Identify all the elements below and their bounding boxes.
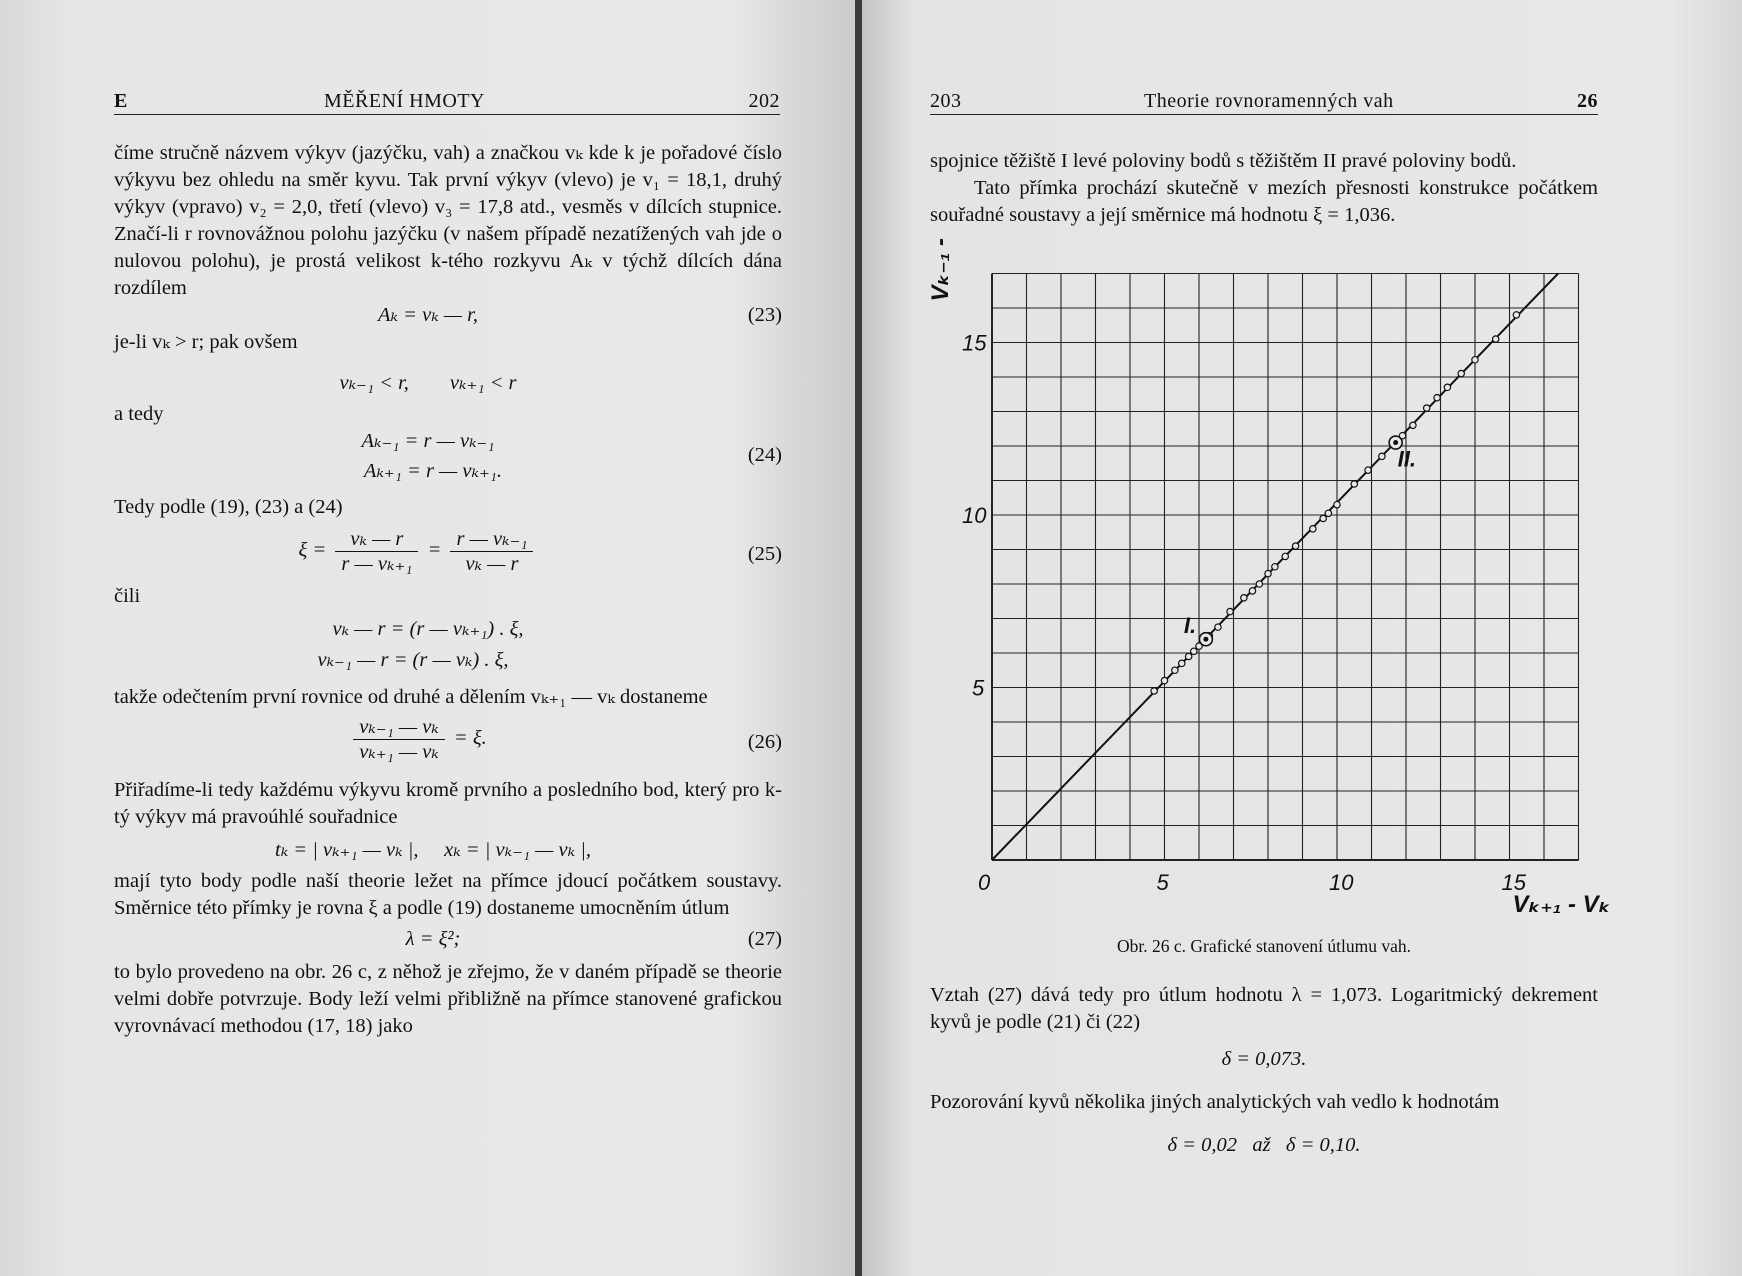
equation-delta: δ = 0,073. <box>1221 1048 1307 1070</box>
centroid-label: I. <box>1183 613 1197 639</box>
data-point <box>1292 543 1298 549</box>
running-head-right <box>930 88 1598 115</box>
data-point <box>1185 653 1191 659</box>
data-point <box>1249 588 1255 594</box>
y-tick-label: 15 <box>962 330 987 356</box>
y-axis-label: Vₖ₋₁ - Vₖ <box>927 232 954 302</box>
equation-c2: vₖ₋₁ — r = (r — vₖ) . ξ, <box>317 649 509 671</box>
centroid-label: II. <box>1397 446 1416 472</box>
paragraph: Pozorování kyvů několika jiných analytických vah vedlo k hodnotám <box>930 1091 1500 1113</box>
data-point <box>1172 667 1178 673</box>
equation-27: λ = ξ²; (27) <box>405 928 782 950</box>
data-point <box>1215 624 1221 630</box>
right-page <box>862 0 1742 1276</box>
data-point <box>1424 405 1430 411</box>
x-tick-label: 0 <box>978 870 991 895</box>
data-point <box>1191 648 1197 654</box>
x-tick-label: 5 <box>1156 870 1169 895</box>
paragraph: číme stručně názvem výkyv (jazýčku, vah) a značkou vₖ kde k je pořadové číslo výkyvu bez ohledu na směr kyvu. Tak první výkyv (vlevo) je v₁ = 18,1, druhý výkyv (vpravo) v₂ = 2,0, třetí (vlevo) v₃ = 17,8 atd., vesměs v dílcích stupnice. Značí-li r rovnovážnou polohu jazýčku (v našem případě nezatížených vah jde o nulovou polohu), je prostá velikost k-tého rozkyvu Aₖ v týchž dílcích dána rozdílem <box>114 142 782 299</box>
page-number: 203 <box>930 90 962 112</box>
x-tick-label: 10 <box>1329 870 1354 895</box>
equation-range: δ = 0,02 až δ = 0,10. <box>1167 1134 1361 1156</box>
data-point <box>1320 515 1326 521</box>
paragraph: mají tyto body podle naší theorie ležet na přímce jdoucí počátkem soustavy. Směrnice této přímky je rovna ξ a podle (19) dostaneme umocněním útlum <box>114 870 782 919</box>
paragraph: takže odečtením první rovnice od druhé a dělením vₖ₊₁ — vₖ dostaneme <box>114 686 708 708</box>
paragraph: spojnice těžiště I levé poloviny bodů s těžištěm II pravé poloviny bodů. <box>930 150 1517 172</box>
data-point <box>1227 608 1233 614</box>
right-body-bottom <box>930 982 1598 1159</box>
running-title: MĚŘENÍ HMOTY <box>324 90 485 112</box>
equation-26: $\frac{\text{vₖ₋₁ — vₖ}}{\text{vₖ₊₁ — vₖ}}$ = ξ. (26) <box>114 715 782 771</box>
data-point <box>1444 384 1450 390</box>
paragraph: Vztah (27) dává tedy pro útlum hodnotu λ = 1,073. Logaritmický dekrement kyvů je podle (21) či (22) <box>930 984 1598 1033</box>
right-body-top <box>930 148 1598 229</box>
x-axis-label: Vₖ₊₁ - Vₖ <box>1512 891 1611 918</box>
data-point <box>1351 481 1357 487</box>
data-point <box>1179 660 1185 666</box>
centroid-center <box>1393 440 1398 445</box>
inequalities: vₖ₋₁ < r, vₖ₊₁ < r <box>339 372 517 394</box>
y-tick-label: 5 <box>972 675 985 701</box>
equation-23: Aₖ = vₖ — r, (23) <box>378 304 782 326</box>
data-point <box>1472 357 1478 363</box>
data-point <box>1310 526 1316 532</box>
paragraph: Tato přímka prochází skutečně v mezích přesnosti konstrukce počátkem souřadné soustavy a její směrnice má hodnotu ξ = 1,036. <box>930 177 1598 226</box>
figure-caption: Obr. 26 c. Grafické stanovení útlumu vah. <box>1116 936 1412 956</box>
paragraph: to bylo provedeno na obr. 26 c, z něhož je zřejmo, že v daném případě se theorie velmi dobře potvrzuje. Body leží velmi přibližně na přímce stanovené grafickou vyrovnávací methodou (17, 18) jako <box>114 961 782 1037</box>
data-point <box>1151 688 1157 694</box>
paragraph: je-li vₖ > r; pak ovšem <box>114 331 298 353</box>
data-point <box>1265 570 1271 576</box>
centroid-center <box>1203 637 1208 642</box>
equation-c1: vₖ — r = (r — vₖ₊₁) . ξ, <box>332 618 524 640</box>
data-point <box>1256 581 1262 587</box>
damping-figure <box>902 232 1702 972</box>
paragraph: čili <box>114 585 141 607</box>
left-page <box>0 0 858 1276</box>
paragraph: Tedy podle (19), (23) a (24) <box>114 496 343 518</box>
left-body <box>114 140 782 1040</box>
data-point <box>1434 395 1440 401</box>
data-point <box>1325 510 1331 516</box>
equation-coords: tₖ = | vₖ₊₁ — vₖ |, xₖ = | vₖ₋₁ — vₖ |, <box>275 839 591 861</box>
data-point <box>1458 370 1464 376</box>
paragraph: Přiřadíme-li tedy každému výkyvu kromě prvního a posledního bod, který pro k-tý výkyv má pravoúhlé souřadnice <box>114 779 782 828</box>
data-point <box>1493 336 1499 342</box>
data-point <box>1365 467 1371 473</box>
data-point <box>1241 595 1247 601</box>
page-number: 202 <box>748 90 780 112</box>
damping-chart <box>902 232 1702 932</box>
data-point <box>1410 422 1416 428</box>
running-head-left <box>114 88 780 115</box>
equation-25: ξ = $\frac{\text{vₖ — r}}{\text{r — vₖ₊₁}}$ = $\frac{\text{r — vₖ₋₁}}{\text{vₖ — r}}$ (25) <box>298 528 782 575</box>
data-point <box>1161 677 1167 683</box>
section-letter: E <box>114 90 128 112</box>
y-tick-label: 10 <box>962 503 987 528</box>
running-title: Theorie rovnoramenných vah <box>1144 90 1394 112</box>
x-tick-label: 15 <box>1501 870 1526 895</box>
equation-24: Aₖ₋₁ = r — vₖ₋₁ Aₖ₊₁ = r — vₖ₊₁. (24) <box>361 430 782 482</box>
data-point <box>1379 453 1385 459</box>
data-point <box>1272 564 1278 570</box>
chapter-number: 26 <box>1577 90 1598 112</box>
data-point <box>1282 553 1288 559</box>
data-point <box>1513 312 1519 318</box>
data-point <box>1334 501 1340 507</box>
paragraph: a tedy <box>114 403 164 425</box>
